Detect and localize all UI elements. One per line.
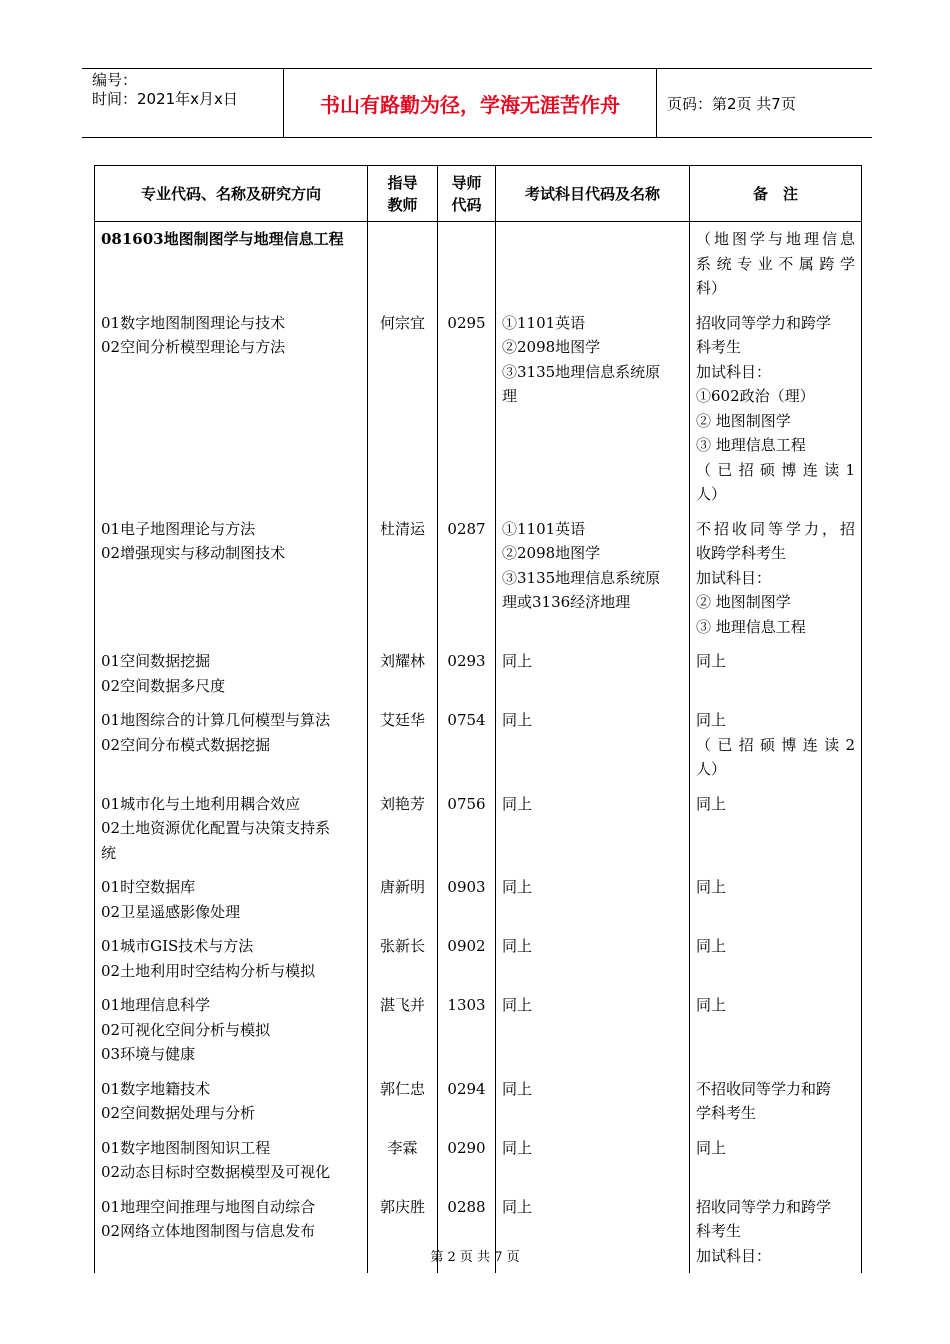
teacher-name: 杜清运 (368, 512, 438, 645)
remarks-line: 同上 (696, 711, 727, 729)
teacher-code: 0295 (438, 306, 496, 512)
research-directions-line: 02空间数据多尺度 (101, 676, 226, 695)
remarks-line: ③ 地理信息工程 (696, 617, 806, 636)
remarks-line: 不招收同等学力，招 (696, 519, 855, 538)
teacher-code: 0754 (438, 703, 496, 787)
remarks (690, 703, 862, 787)
exam-subjects-line: ③3135地理信息系统原 (502, 568, 661, 587)
number-label: 编号： (92, 71, 138, 89)
research-directions-line: 01数字地图制图知识工程 (101, 1138, 271, 1157)
table-row (95, 644, 862, 703)
research-directions (95, 512, 368, 645)
research-directions-line: 01地理空间推理与地图自动综合 (101, 1197, 316, 1216)
teacher-code: 0902 (438, 929, 496, 988)
remarks-line: 同上 (696, 1138, 727, 1157)
exam-subjects (496, 870, 690, 929)
research-directions-line: 02空间分析模型理论与方法 (101, 338, 286, 356)
research-directions-line: 01空间数据挖掘 (101, 652, 211, 670)
research-directions (95, 988, 368, 1072)
research-directions-line: 02空间数据处理与分析 (101, 1104, 256, 1122)
table-row (95, 988, 862, 1072)
exam-subjects-line: 同上 (502, 1197, 533, 1216)
exam-subjects-line: 同上 (502, 996, 533, 1014)
table-row (95, 1072, 862, 1131)
exam-subjects-line: 同上 (502, 794, 533, 813)
research-directions (95, 787, 368, 871)
table-row (95, 703, 862, 787)
remarks-line: 招收同等学力和跨学 (696, 1197, 832, 1216)
remarks-line: ② 地图制图学 (696, 593, 791, 611)
research-directions-line: 01电子地图理论与方法 (101, 519, 256, 538)
exam-subjects-line: 同上 (502, 711, 533, 729)
major-title: 081603地图制图学与地理信息工程 (95, 222, 368, 306)
remarks (690, 787, 862, 871)
teacher-name: 郭庆胜 (368, 1190, 438, 1274)
remarks-line: 同上 (696, 878, 727, 896)
remarks-line: ③ 地理信息工程 (696, 436, 806, 454)
table-row (95, 512, 862, 645)
teacher-code: 0287 (438, 512, 496, 645)
research-directions-line: 01数字地籍技术 (101, 1079, 211, 1098)
exam-subjects-line: ②2098地图学 (502, 544, 601, 562)
remarks-line: 人） (696, 760, 727, 778)
enrollment-table (94, 165, 862, 1273)
exam-subjects (496, 787, 690, 871)
remarks-line: 不招收同等学力和跨 (696, 1079, 832, 1098)
teacher-code: 0288 (438, 1190, 496, 1274)
remarks-line: （已招硕博连读2 (696, 735, 855, 754)
header-notes: 备 注 (690, 166, 862, 222)
table-row (95, 306, 862, 512)
teacher-name: 李霖 (368, 1131, 438, 1190)
remarks (690, 1131, 862, 1190)
header-code: 导师 代码 (438, 166, 496, 222)
exam-subjects-line: 同上 (502, 1079, 533, 1098)
teacher-code: 0903 (438, 870, 496, 929)
table-header-row (95, 166, 862, 222)
remarks-line: 人） (696, 485, 727, 503)
remarks (690, 870, 862, 929)
exam-subjects-line: ①1101英语 (502, 519, 586, 538)
remarks-line: 加试科目： (696, 362, 772, 381)
teacher-code: 0294 (438, 1072, 496, 1131)
exam-subjects-line: 理或3136经济地理 (502, 593, 631, 611)
remarks-line: ①602政治（理） (696, 387, 815, 405)
exam-subjects (496, 929, 690, 988)
major-row (95, 222, 862, 306)
research-directions-line: 01城市GIS技术与方法 (101, 937, 254, 955)
research-directions (95, 1131, 368, 1190)
table-row (95, 870, 862, 929)
remarks-line: （已招硕博连读1 (696, 460, 855, 479)
teacher-name: 刘耀林 (368, 644, 438, 703)
research-directions (95, 929, 368, 988)
exam-subjects (496, 644, 690, 703)
research-directions (95, 870, 368, 929)
teacher-name: 唐新明 (368, 870, 438, 929)
research-directions-line: 01地图综合的计算几何模型与算法 (101, 711, 331, 729)
exam-subjects-line: ①1101英语 (502, 313, 586, 332)
remarks (690, 988, 862, 1072)
research-directions (95, 703, 368, 787)
teacher-name: 湛飞并 (368, 988, 438, 1072)
remarks-line: 加试科目： (696, 568, 772, 587)
remarks-line: 招收同等学力和跨学 (696, 313, 832, 332)
teacher-name: 何宗宜 (368, 306, 438, 512)
research-directions-line: 01数字地图制图理论与技术 (101, 313, 286, 332)
research-directions-line: 01城市化与土地利用耦合效应 (101, 794, 301, 813)
time-label: 时间：2021年x月x日 (92, 90, 238, 108)
research-directions (95, 1072, 368, 1131)
exam-subjects-line: 同上 (502, 1138, 533, 1157)
header-subjects: 考试科目代码及名称 (496, 166, 690, 222)
header-major: 专业代码、名称及研究方向 (95, 166, 368, 222)
research-directions-line: 01地理信息科学 (101, 996, 211, 1014)
remarks-line: 同上 (696, 652, 727, 670)
teacher-name: 郭仁忠 (368, 1072, 438, 1131)
research-directions-line: 02卫星遥感影像处理 (101, 902, 241, 921)
remarks (690, 306, 862, 512)
research-directions (95, 644, 368, 703)
exam-subjects (496, 988, 690, 1072)
major-note: （地图学与地理信息 系统专业不属跨学 科） (690, 222, 862, 306)
teacher-name: 艾廷华 (368, 703, 438, 787)
exam-subjects (496, 1131, 690, 1190)
page-header (82, 68, 872, 138)
remarks-line: 同上 (696, 794, 727, 813)
table-row (95, 1131, 862, 1190)
exam-subjects-line: 理 (502, 387, 518, 405)
exam-subjects (496, 512, 690, 645)
research-directions-line: 02增强现实与移动制图技术 (101, 544, 286, 562)
header-meta (82, 69, 284, 137)
exam-subjects-line: ③3135地理信息系统原 (502, 362, 661, 381)
research-directions-line: 01时空数据库 (101, 878, 196, 896)
exam-subjects-line: ②2098地图学 (502, 338, 601, 356)
exam-subjects-line: 同上 (502, 937, 533, 955)
remarks (690, 644, 862, 703)
exam-subjects (496, 306, 690, 512)
exam-subjects-line: 同上 (502, 652, 533, 670)
research-directions-line: 02网络立体地图制图与信息发布 (101, 1222, 316, 1240)
research-directions-line: 统 (101, 843, 117, 862)
research-directions-line: 02土地资源优化配置与决策支持系 (101, 819, 331, 837)
exam-subjects (496, 703, 690, 787)
header-teacher: 指导 教师 (368, 166, 438, 222)
motto: 书山有路勤为径，学海无涯苦作舟 (284, 69, 657, 137)
remarks (690, 1072, 862, 1131)
page-footer: 第 2 页 共 7 页 (430, 1250, 520, 1265)
table-row (95, 929, 862, 988)
research-directions-line: 02动态目标时空数据模型及可视化 (101, 1163, 331, 1181)
teacher-code: 0290 (438, 1131, 496, 1190)
remarks-line: 加试科目： (696, 1246, 772, 1265)
remarks-line: 同上 (696, 996, 727, 1014)
teacher-code: 0756 (438, 787, 496, 871)
remarks-line: 同上 (696, 937, 727, 955)
research-directions-line: 02空间分布模式数据挖掘 (101, 735, 271, 754)
teacher-name: 刘艳芳 (368, 787, 438, 871)
table-row (95, 787, 862, 871)
research-directions-line: 03环境与健康 (101, 1045, 196, 1063)
teacher-name: 张新长 (368, 929, 438, 988)
remarks (690, 929, 862, 988)
exam-subjects (496, 1072, 690, 1131)
remarks-line: 收跨学科考生 (696, 544, 787, 562)
remarks-line: 学科考生 (696, 1104, 757, 1122)
research-directions-line: 02可视化空间分析与模拟 (101, 1020, 271, 1039)
page-indicator: 页码：第2页 共7页 (667, 94, 796, 113)
remarks (690, 512, 862, 645)
teacher-code: 0293 (438, 644, 496, 703)
exam-subjects-line: 同上 (502, 878, 533, 896)
remarks-line: ② 地图制图学 (696, 411, 791, 430)
remarks-line: 科考生 (696, 338, 742, 356)
research-directions-line: 02土地利用时空结构分析与模拟 (101, 961, 316, 980)
teacher-code: 1303 (438, 988, 496, 1072)
research-directions (95, 306, 368, 512)
remarks-line: 科考生 (696, 1222, 742, 1240)
